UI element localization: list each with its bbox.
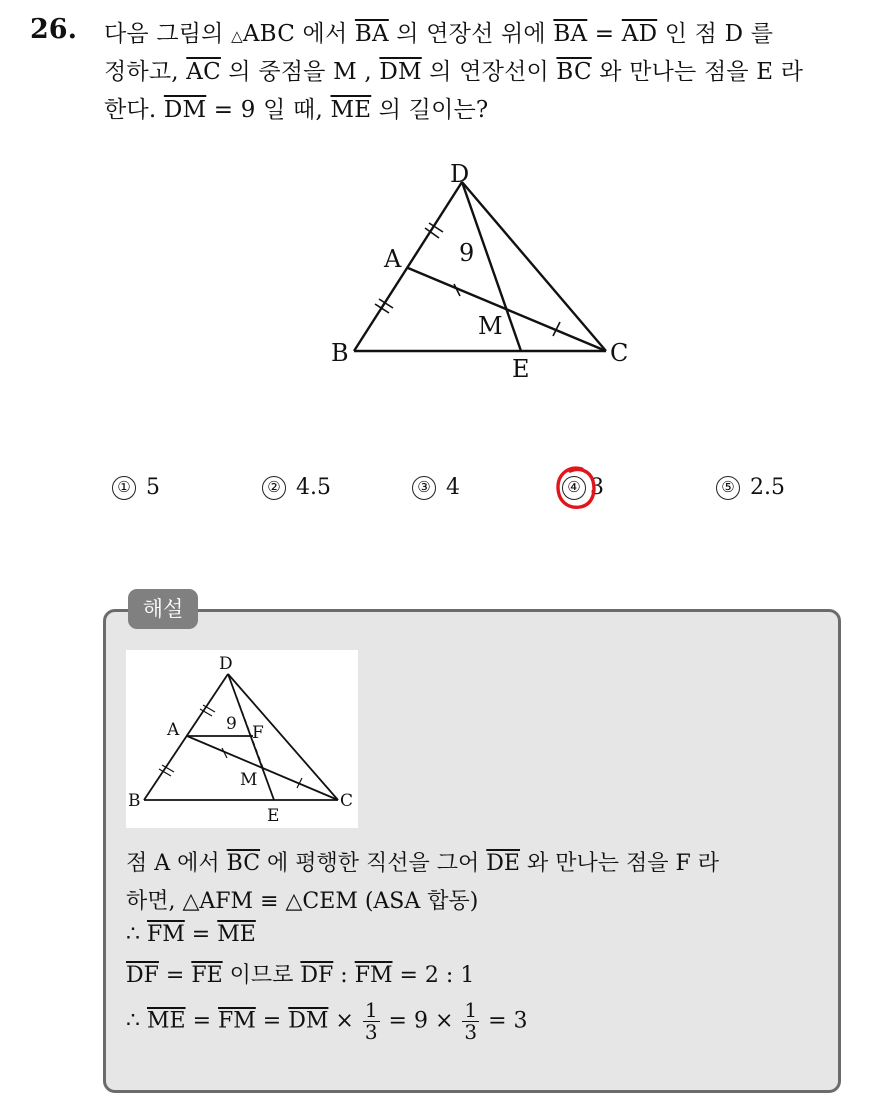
answer-choices xyxy=(0,475,884,515)
sol-label-c: C xyxy=(340,791,354,811)
answer-circle-mark xyxy=(552,461,600,513)
sol-label-d: D xyxy=(219,654,233,674)
label-e: E xyxy=(512,355,530,383)
choice-2-number: ② xyxy=(262,476,286,500)
label-a: A xyxy=(384,245,402,273)
choice-1-value: 5 xyxy=(146,475,160,500)
solution-tab: 해설 xyxy=(128,589,198,629)
label-d: D xyxy=(450,160,470,188)
segment-bd xyxy=(354,182,462,351)
question-line-3: 한다. $\overline{DM} = 9$ 일 때, $\overline{ME}$ 의 길이는? xyxy=(104,97,489,123)
question-line-2: 정하고, $\overline{AC}$ 의 중점을 M , $\overline{DM}$ 의 연장선이 $\overline{BC}$ 와 만나는 점을 E 라 xyxy=(104,59,804,85)
choice-5-number: ⑤ xyxy=(716,476,740,500)
choice-3[interactable] xyxy=(412,475,460,500)
choice-2-value: 4.5 xyxy=(296,475,331,500)
choice-1[interactable] xyxy=(112,475,160,500)
label-c: C xyxy=(610,339,629,367)
choice-3-value: 4 xyxy=(446,475,460,500)
solution-line-3: ∴ $\overline{FM} = \overline{ME}$ xyxy=(126,922,256,947)
solution-line-1: 점 A 에서 $\overline{BC}$ 에 평행한 직선을 그어 $\overline{DE}$ 와 만나는 점을 F 라 xyxy=(126,851,719,876)
sol-label-a: A xyxy=(167,720,180,740)
label-m: M xyxy=(478,312,503,340)
sol-label-m: M xyxy=(240,770,258,790)
choice-2[interactable] xyxy=(262,475,331,500)
solution-figure xyxy=(126,650,358,828)
sol-label-nine: 9 xyxy=(226,714,237,734)
choice-5[interactable] xyxy=(716,475,785,500)
solution-line-5: ∴ $\overline{ME} = \overline{FM} = \overline{DM}$ × $\frac{1}{3}$ = 9 × $\frac{1}{3}$ = 3 xyxy=(126,998,528,1044)
solution-line-4: $\overline{DF} = \overline{FE}$ 이므로 $\overline{DF}$ : $\overline{FM} = 2$ : 1 xyxy=(126,963,475,988)
choice-4-value: 3 xyxy=(590,475,604,500)
question-line-1: 다음 그림의 △ABC 에서 $\overline{BA}$ 의 연장선 위에 $\overline{BA} = \overline{AD}$ 인 점 D 를 xyxy=(104,21,774,47)
label-nine: 9 xyxy=(459,239,475,267)
triangle-figure xyxy=(320,150,650,390)
question-number: 26. xyxy=(30,14,77,45)
sol-label-e: E xyxy=(267,806,280,826)
choice-1-number: ① xyxy=(112,476,136,500)
label-b: B xyxy=(331,339,349,367)
choice-5-value: 2.5 xyxy=(750,475,785,500)
fraction-2: $\frac{1}{3}$ xyxy=(464,998,478,1044)
choice-4-number: ④ xyxy=(562,476,586,500)
solution-line-2: 하면, △AFM ≡ △CEM (ASA 합동) xyxy=(126,889,479,914)
sol-label-f: F xyxy=(252,723,264,743)
fraction-1: $\frac{1}{3}$ xyxy=(364,998,378,1044)
choice-3-number: ③ xyxy=(412,476,436,500)
sol-label-b: B xyxy=(128,791,141,811)
